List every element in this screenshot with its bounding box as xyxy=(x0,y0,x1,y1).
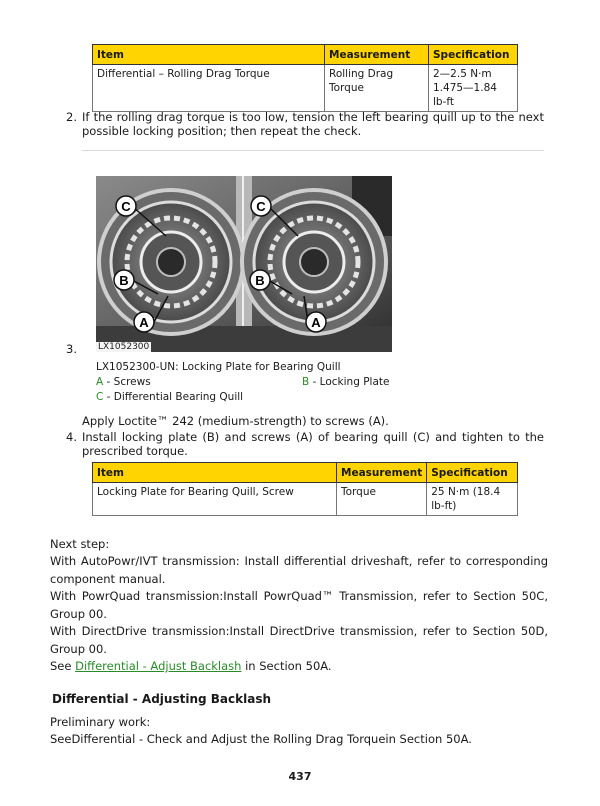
preliminary-label: Preliminary work: xyxy=(50,715,151,729)
legend-label: - Differential Bearing Quill xyxy=(103,391,244,403)
header-measurement: Measurement xyxy=(337,463,427,483)
next-step-title: Next step: xyxy=(50,537,110,551)
header-specification: Specification xyxy=(427,463,518,483)
step-3-number: 3. xyxy=(66,342,77,356)
svg-text:C: C xyxy=(121,199,131,214)
preliminary-text: SeeDifferential - Check and Adjust the Rolling Drag Torquein Section 50A. xyxy=(50,732,472,746)
cell-measurement: Rolling Drag Torque xyxy=(325,65,429,112)
legend-item-c xyxy=(96,390,243,404)
figure-caption-title: LX1052300-UN: Locking Plate for Bearing Quill xyxy=(96,361,341,373)
spec-table-locking-plate xyxy=(92,462,518,516)
legend-letter: B xyxy=(302,376,310,388)
step-3-text: Apply Loctite™ 242 (medium-strength) to screws (A). xyxy=(82,414,389,428)
svg-text:B: B xyxy=(255,273,265,288)
table-row xyxy=(93,483,518,516)
legend-letter: A xyxy=(96,376,104,388)
legend-label: - Locking Plate xyxy=(309,376,390,388)
callout-b-left xyxy=(114,270,134,290)
spec-table-rolling-drag xyxy=(92,44,518,112)
cell-item: Differential – Rolling Drag Torque xyxy=(93,65,325,112)
cell-item: Locking Plate for Bearing Quill, Screw xyxy=(93,483,337,516)
svg-text:C: C xyxy=(256,199,266,214)
page-number: 437 xyxy=(288,770,312,783)
backlash-link[interactable]: Differential - Adjust Backlash xyxy=(75,659,242,673)
callout-b-right xyxy=(250,270,270,290)
next-step-autopowr: With AutoPowr/IVT transmission: Install differential driveshaft, refer to corresponding component manual. xyxy=(50,554,548,586)
legend-letter: C xyxy=(96,391,104,403)
legend-item-a xyxy=(96,375,151,389)
step-number: 2. xyxy=(66,110,77,124)
divider xyxy=(82,150,544,151)
svg-text:A: A xyxy=(311,315,321,330)
callout-c-right xyxy=(251,196,271,216)
locking-plate-illustration xyxy=(96,176,392,352)
header-item: Item xyxy=(93,463,337,483)
header-measurement: Measurement xyxy=(325,45,429,65)
table-header-row xyxy=(93,463,518,483)
table-header-row xyxy=(93,45,518,65)
svg-text:A: A xyxy=(139,315,149,330)
cell-specification xyxy=(429,65,518,112)
cell-specification: 25 N·m (18.4 lb-ft) xyxy=(427,483,518,516)
see-prefix: See xyxy=(50,659,76,673)
step-number: 4. xyxy=(66,430,77,444)
table-row xyxy=(93,65,518,112)
step-4 xyxy=(66,430,546,460)
figure-id-label: LX1052300 xyxy=(98,342,150,352)
step-text: If the rolling drag torque is too low, tension the left bearing quill up to the next possible locking position; then repeat the check. xyxy=(82,110,544,138)
callout-a-left xyxy=(134,312,154,332)
spec-imperial: 1.475—1.84 lb-ft xyxy=(433,82,497,108)
svg-text:B: B xyxy=(119,273,129,288)
section-heading: Differential - Adjusting Backlash xyxy=(52,692,271,706)
legend-label: - Screws xyxy=(103,376,151,388)
step-2 xyxy=(66,110,546,140)
spec-metric: 2—2.5 N·m xyxy=(433,68,492,80)
locking-plate-photo xyxy=(96,176,392,352)
see-suffix: in Section 50A. xyxy=(241,659,332,673)
next-step-powrquad: With PowrQuad transmission:Install PowrQuad™ Transmission, refer to Section 50C, Group 00. xyxy=(50,589,548,621)
callout-c-left xyxy=(116,196,136,216)
header-specification: Specification xyxy=(429,45,518,65)
cell-measurement: Torque xyxy=(337,483,427,516)
next-step-directdrive: With DirectDrive transmission:Install DirectDrive transmission, refer to Section 50D, Group 00. xyxy=(50,624,548,656)
callout-a-right xyxy=(306,312,326,332)
see-reference xyxy=(50,658,548,676)
legend-item-b xyxy=(302,375,389,389)
header-item: Item xyxy=(93,45,325,65)
step-text: Install locking plate (B) and screws (A) of bearing quill (C) and tighten to the prescribed torque. xyxy=(82,430,544,458)
